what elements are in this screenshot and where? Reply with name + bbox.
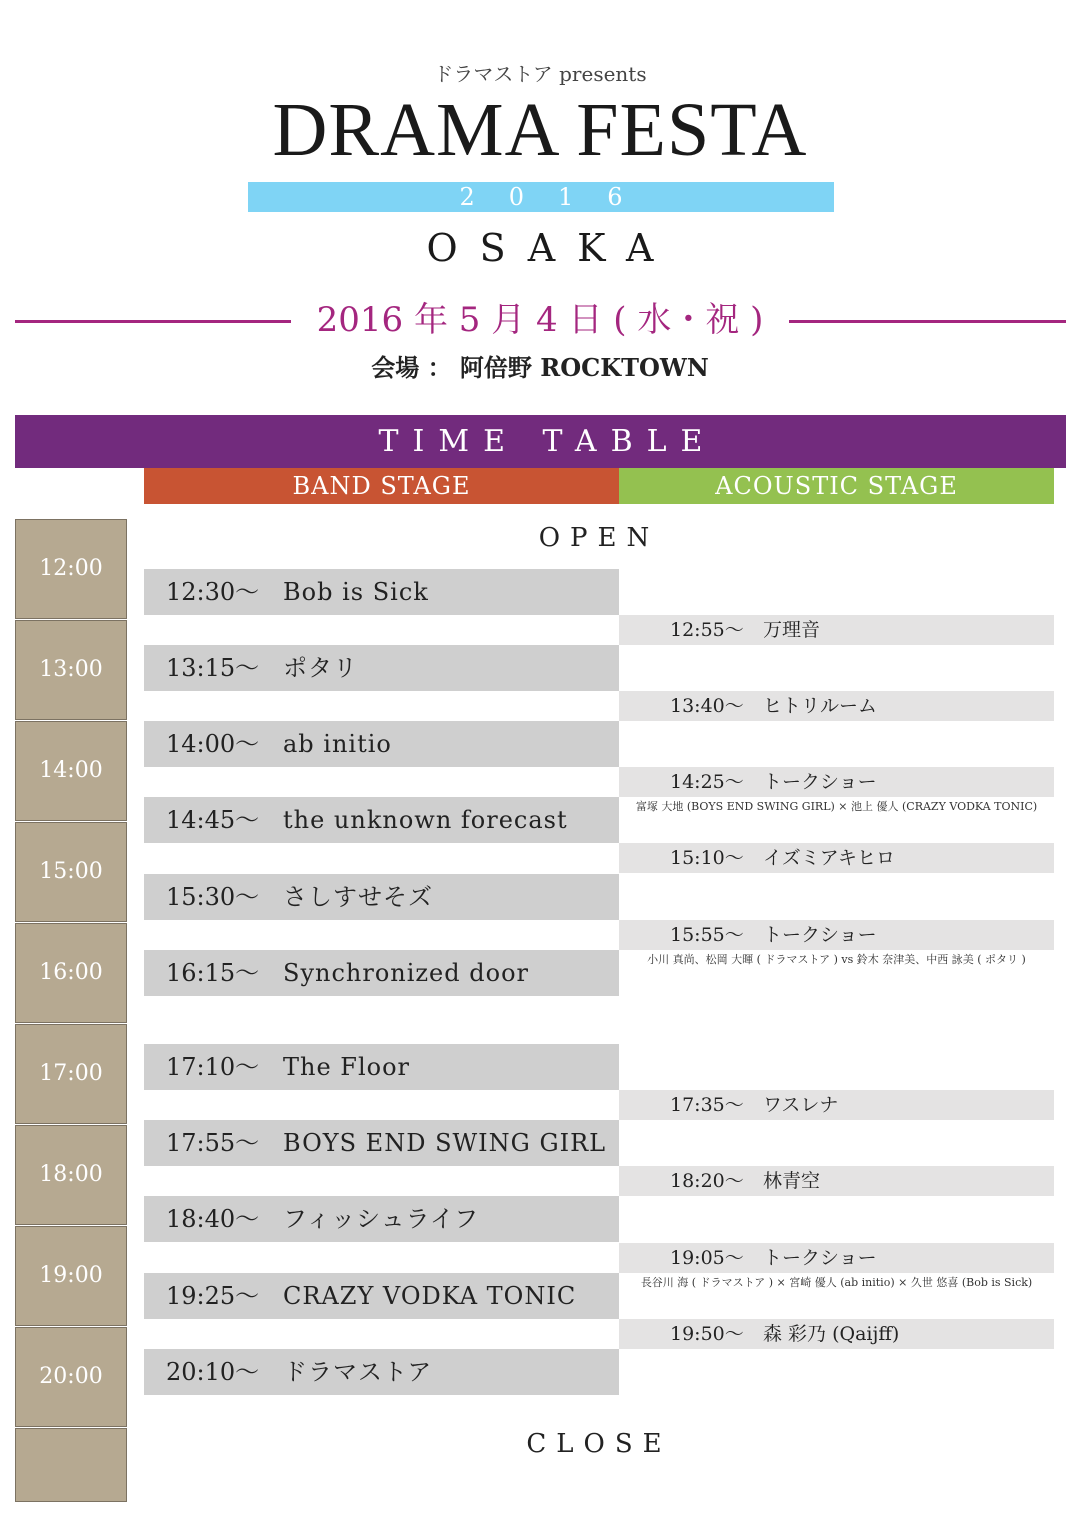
acoustic-slot-time: 19:05〜 [670, 1247, 744, 1269]
band-slot [144, 569, 619, 615]
acoustic-slot-time: 15:10〜 [670, 847, 744, 869]
talk-show-guests: 小川 真尚、松岡 大暉 ( ドラマストア ) vs 鈴木 奈津美、中西 詠美 ( ポタリ ) [647, 953, 1026, 966]
band-slot-time: 19:25〜 [166, 1282, 260, 1310]
acoustic-slot-artist: イズミアキヒロ [763, 847, 896, 869]
hour-label: 14:00 [39, 758, 103, 783]
hour-label: 17:00 [39, 1061, 103, 1086]
close-label: CLOSE [526, 1429, 672, 1459]
band-slot-artist: さしすせそズ [283, 883, 433, 911]
hour-cell [15, 721, 127, 821]
hour-cell [15, 1428, 127, 1502]
acoustic-slot-time: 17:35〜 [670, 1094, 744, 1116]
acoustic-slot-artist: 林青空 [763, 1170, 821, 1192]
band-slot-time: 15:30〜 [166, 883, 260, 911]
acoustic-slot [619, 1166, 1054, 1196]
band-slot [144, 1120, 619, 1166]
hour-cell [15, 822, 127, 922]
hour-cell [15, 1024, 127, 1124]
hour-label [16, 1429, 126, 1465]
band-slot-time: 17:10〜 [166, 1053, 260, 1081]
hour-cell [15, 1226, 127, 1326]
acoustic-slot [619, 1090, 1054, 1120]
acoustic-slot [619, 920, 1054, 950]
band-slot [144, 950, 619, 996]
timetable-heading: TIME TABLE [15, 415, 1066, 468]
band-slot [144, 1196, 619, 1242]
hour-label: 15:00 [39, 859, 103, 884]
hour-cell [15, 519, 127, 619]
acoustic-slot [619, 691, 1054, 721]
band-slot-artist: BOYS END SWING GIRL [283, 1129, 607, 1157]
hour-label: 19:00 [39, 1263, 103, 1288]
band-slot-time: 20:10〜 [166, 1358, 260, 1386]
band-slot-time: 17:55〜 [166, 1129, 260, 1157]
acoustic-slot-artist: トークショー [763, 924, 877, 946]
band-slot-artist: CRAZY VODKA TONIC [283, 1282, 577, 1310]
talk-show-guests: 富塚 大地 (BOYS END SWING GIRL) × 池上 優人 (CRAZY VODKA TONIC) [635, 800, 1038, 813]
band-slot [144, 1273, 619, 1319]
acoustic-slot-artist: トークショー [763, 771, 877, 793]
hour-label: 16:00 [39, 960, 103, 985]
hour-cell [15, 620, 127, 720]
acoustic-slot-time: 19:50〜 [670, 1323, 744, 1345]
band-slot-time: 16:15〜 [166, 959, 260, 987]
acoustic-slot-time: 14:25〜 [670, 771, 744, 793]
band-slot-artist: フィッシュライフ [283, 1205, 480, 1233]
talk-show-guests: 長谷川 海 ( ドラマストア ) × 宮崎 優人 (ab initio) × 久世 悠喜 (Bob is Sick) [640, 1276, 1033, 1289]
acoustic-slot [619, 615, 1054, 645]
band-slot [144, 645, 619, 691]
band-slot-artist: ポタリ [283, 654, 358, 682]
acoustic-slot-time: 12:55〜 [670, 619, 744, 641]
hour-label: 13:00 [39, 657, 103, 682]
presenter-text: ドラマストア presents [433, 62, 647, 86]
acoustic-slot [619, 843, 1054, 873]
band-slot-artist: The Floor [283, 1053, 410, 1081]
band-slot-artist: Bob is Sick [283, 578, 429, 606]
band-slot [144, 874, 619, 920]
festival-title: DRAMA FESTA [272, 88, 808, 172]
hour-cell [15, 1125, 127, 1225]
band-slot-artist: the unknown forecast [283, 806, 568, 834]
hour-cell [15, 923, 127, 1023]
band-slot [144, 1044, 619, 1090]
hour-label: 18:00 [39, 1162, 103, 1187]
acoustic-slot-artist: トークショー [763, 1247, 877, 1269]
hour-label: 12:00 [39, 556, 103, 581]
acoustic-stage-header: ACOUSTIC STAGE [619, 468, 1054, 504]
band-slot [144, 1349, 619, 1395]
band-stage-header: BAND STAGE [144, 468, 619, 504]
city-name: OSAKA [426, 226, 676, 270]
event-date: 2016 年 5 月 4 日 ( 水・祝 ) [316, 300, 764, 340]
year-banner: 2016 [248, 182, 834, 212]
band-slot-time: 14:45〜 [166, 806, 260, 834]
acoustic-slot-time: 13:40〜 [670, 695, 744, 717]
acoustic-slot [619, 767, 1054, 797]
hour-cell [15, 1327, 127, 1427]
acoustic-slot-time: 15:55〜 [670, 924, 744, 946]
band-slot-time: 14:00〜 [166, 730, 260, 758]
open-label: OPEN [538, 523, 660, 553]
band-slot-time: 18:40〜 [166, 1205, 260, 1233]
band-slot-artist: ab initio [283, 730, 392, 758]
band-slot-time: 12:30〜 [166, 578, 260, 606]
acoustic-slot [619, 1319, 1054, 1349]
hour-label: 20:00 [39, 1364, 103, 1389]
band-slot-artist: Synchronized door [283, 959, 529, 987]
band-slot-artist: ドラマストア [283, 1358, 433, 1386]
venue: 会場 ： 阿倍野 ROCKTOWN [371, 353, 709, 382]
band-slot [144, 721, 619, 767]
acoustic-slot-artist: 万理音 [763, 619, 821, 641]
acoustic-slot-time: 18:20〜 [670, 1170, 744, 1192]
band-slot [144, 797, 619, 843]
band-slot-time: 13:15〜 [166, 654, 260, 682]
acoustic-slot [619, 1243, 1054, 1273]
acoustic-slot-artist: 森 彩乃 (Qaijff) [763, 1323, 900, 1345]
date-divider-left [15, 320, 291, 323]
acoustic-slot-artist: ワスレナ [763, 1094, 839, 1116]
acoustic-slot-artist: ヒトリルーム [763, 695, 878, 717]
date-divider-right [789, 320, 1066, 323]
